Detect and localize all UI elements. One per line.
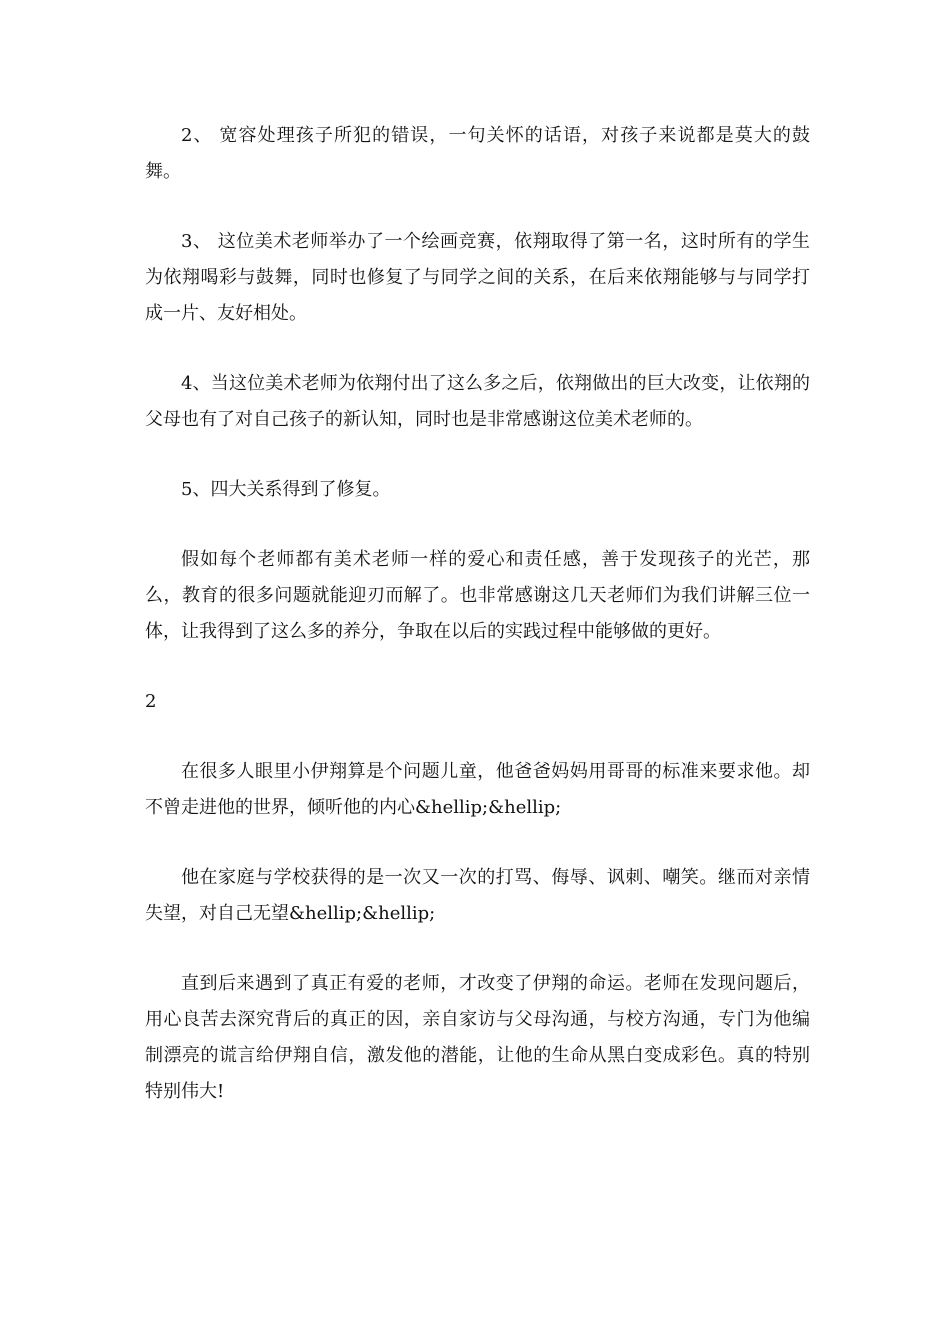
paragraph-point-4: 4、当这位美术老师为依翔付出了这么多之后，依翔做出的巨大改变，让依翔的父母也有了对自己孩子的新认知，同时也是非常感谢这位美术老师的。 <box>145 373 810 430</box>
section-paragraph-3: 直到后来遇到了真正有爱的老师，才改变了伊翔的命运。老师在发现问题后，用心良苦去深究背后的真正的因，亲自家访与父母沟通，与校方沟通，专门为他编制漂亮的谎言给伊翔自信，激发他的潜能，让他的生命从黑白变成彩色。真的特别特别伟大! <box>145 973 810 1102</box>
paragraph-point-5: 5、四大关系得到了修复。 <box>181 479 391 500</box>
paragraph-point-2: 2、 宽容处理孩子所犯的错误，一句关怀的话语，对孩子来说都是莫大的鼓舞。 <box>145 125 810 182</box>
paragraph-point-3: 3、 这位美术老师举办了一个绘画竞赛，依翔取得了第一名，这时所有的学生为依翔喝彩与鼓舞，同时也修复了与同学之间的关系，在后来依翔能够与与同学打成一片、友好相处。 <box>145 231 810 324</box>
section-number: 2 <box>145 691 157 712</box>
paragraph-conclusion: 假如每个老师都有美术老师一样的爱心和责任感，善于发现孩子的光芒，那么，教育的很多问题就能迎刃而解了。也非常感谢这几天老师们为我们讲解三位一体，让我得到了这么多的养分，争取在以后的实践过程中能够做的更好。 <box>145 549 810 642</box>
section-paragraph-1: 在很多人眼里小伊翔算是个问题儿童，他爸爸妈妈用哥哥的标准来要求他。却不曾走进他的世界，倾听他的内心&hellip;&hellip; <box>145 761 810 818</box>
document-body <box>145 118 810 1144</box>
section-paragraph-2: 他在家庭与学校获得的是一次又一次的打骂、侮辱、讽刺、嘲笑。继而对亲情失望，对自己无望&hellip;&hellip; <box>145 867 810 924</box>
